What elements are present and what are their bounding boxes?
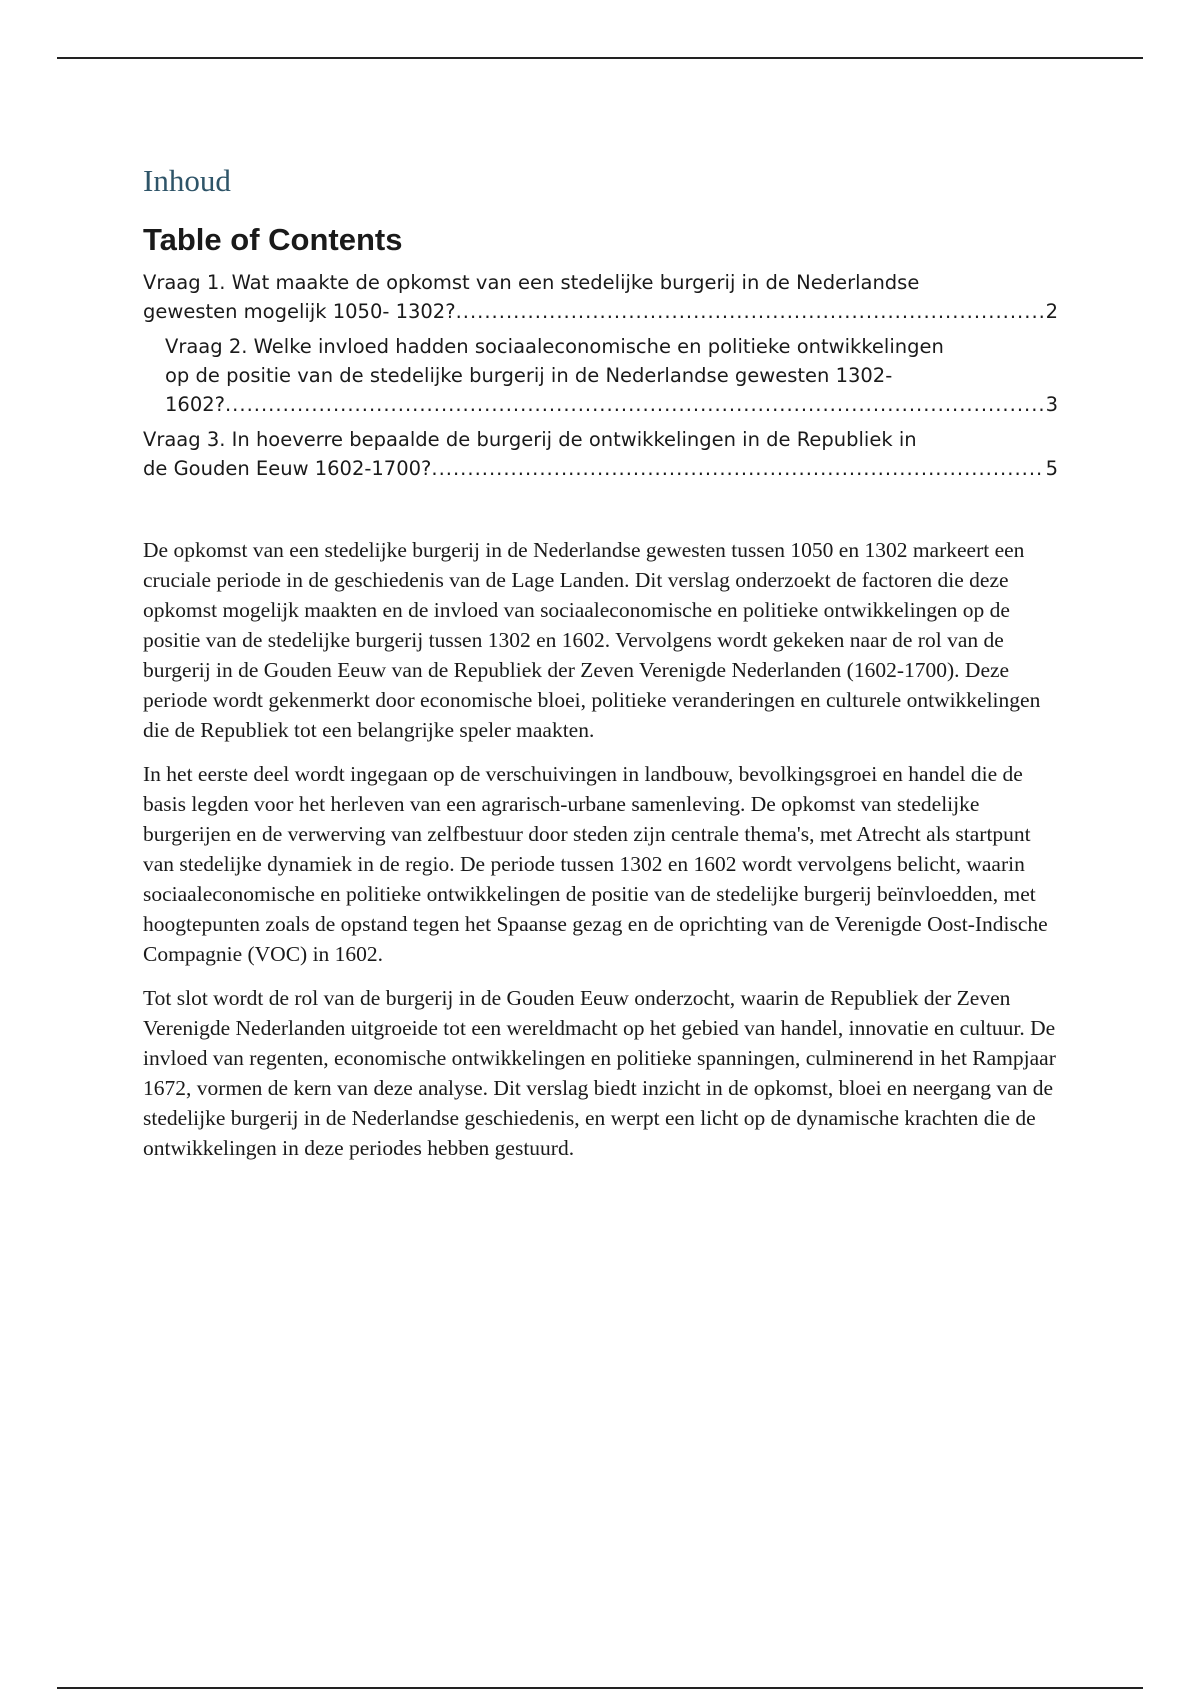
toc-page-number: 3 bbox=[1045, 393, 1058, 416]
toc-page-number: 5 bbox=[1045, 457, 1058, 480]
toc-entry-lead bbox=[143, 297, 1058, 326]
body-paragraph: Tot slot wordt de rol van de burgerij in de Gouden Eeuw onderzocht, waarin de Republiek der Zeven Verenigde Nederlanden uitgroeide tot een wereldmacht op het gebied van handel, innovatie en cultuur. De invloed van regenten, economische ontwikkelingen en politieke spanningen, culminerend in het Rampjaar 1672, vormen de kern van deze analyse. Dit verslag biedt inzicht in de opkomst, bloei en neergang van de stedelijke burgerij in de Nederlandse geschiedenis, en werpt een licht op de dynamische krachten die de ontwikkelingen in deze periodes hebben gestuurd. bbox=[143, 986, 1056, 1160]
toc-page-number: 2 bbox=[1045, 300, 1058, 323]
body-paragraph: De opkomst van een stedelijke burgerij in de Nederlandse gewesten tussen 1050 en 1302 markeert een cruciale periode in de geschiedenis van de Lage Landen. Dit verslag onderzoekt de factoren die deze opkomst mogelijk maakten en de invloed van sociaaleconomische en politieke ontwikkelingen op de positie van de stedelijke burgerij tussen 1302 en 1602. Vervolgens wordt gekeken naar de rol van de burgerij in de Gouden Eeuw van de Republiek der Zeven Verenigde Nederlanden (1602-1700). Deze periode wordt gekenmerkt door economische bloei, politieke veranderingen en culturele ontwikkelingen die de Republiek tot een belangrijke speler maakten. bbox=[143, 538, 1041, 742]
toc-entry-text: gewesten mogelijk 1050- 1302? bbox=[143, 300, 456, 323]
toc-entry-text: op de positie van de stedelijke burgerij in de Nederlandse gewesten 1302- bbox=[165, 364, 893, 387]
toc-leader-dots bbox=[225, 390, 1044, 419]
toc-title: Table of Contents bbox=[143, 222, 403, 257]
toc-leader-dots bbox=[456, 297, 1044, 326]
document-page bbox=[143, 162, 1058, 1177]
toc-entry-text: Vraag 1. Wat maakte de opkomst van een stedelijke burgerij in de Nederlandse bbox=[143, 271, 920, 294]
toc-entry-text: Vraag 2. Welke invloed hadden sociaaleconomische en politieke ontwikkelingen bbox=[165, 335, 944, 358]
body-paragraph: In het eerste deel wordt ingegaan op de verschuivingen in landbouw, bevolkingsgroei en handel die de basis legden voor het herleven van een agrarisch-urbane samenleving. De opkomst van stedelijke burgerijen en de verwerving van zelfbestuur door steden zijn centrale thema's, met Atrecht als startpunt van stedelijke dynamiek in de regio. De periode tussen 1302 en 1602 wordt vervolgens belicht, waarin sociaaleconomische en politieke ontwikkelingen de positie van de stedelijke burgerij beïnvloedden, met hoogtepunten zoals de opstand tegen het Spaanse gezag en de oprichting van de Verenigde Oost-Indische Compagnie (VOC) in 1602. bbox=[143, 762, 1048, 966]
toc-entry-vraag-1[interactable] bbox=[143, 268, 1058, 326]
table-of-contents bbox=[143, 268, 1058, 483]
toc-leader-dots bbox=[431, 454, 1043, 483]
toc-entry-vraag-2[interactable] bbox=[143, 332, 1058, 419]
toc-entry-text: 1602? bbox=[165, 393, 225, 416]
page-header-rule bbox=[57, 57, 1143, 59]
toc-entry-lead bbox=[143, 454, 1058, 483]
toc-entry-lead bbox=[165, 390, 1058, 419]
toc-entry-vraag-3[interactable] bbox=[143, 425, 1058, 483]
toc-entry-text: de Gouden Eeuw 1602-1700? bbox=[143, 457, 432, 480]
body-text bbox=[143, 535, 1058, 1163]
inhoud-heading: Inhoud bbox=[143, 163, 231, 198]
toc-entry-text: Vraag 3. In hoeverre bepaalde de burgerij de ontwikkelingen in de Republiek in bbox=[143, 428, 917, 451]
page-footer-rule bbox=[57, 1687, 1143, 1689]
